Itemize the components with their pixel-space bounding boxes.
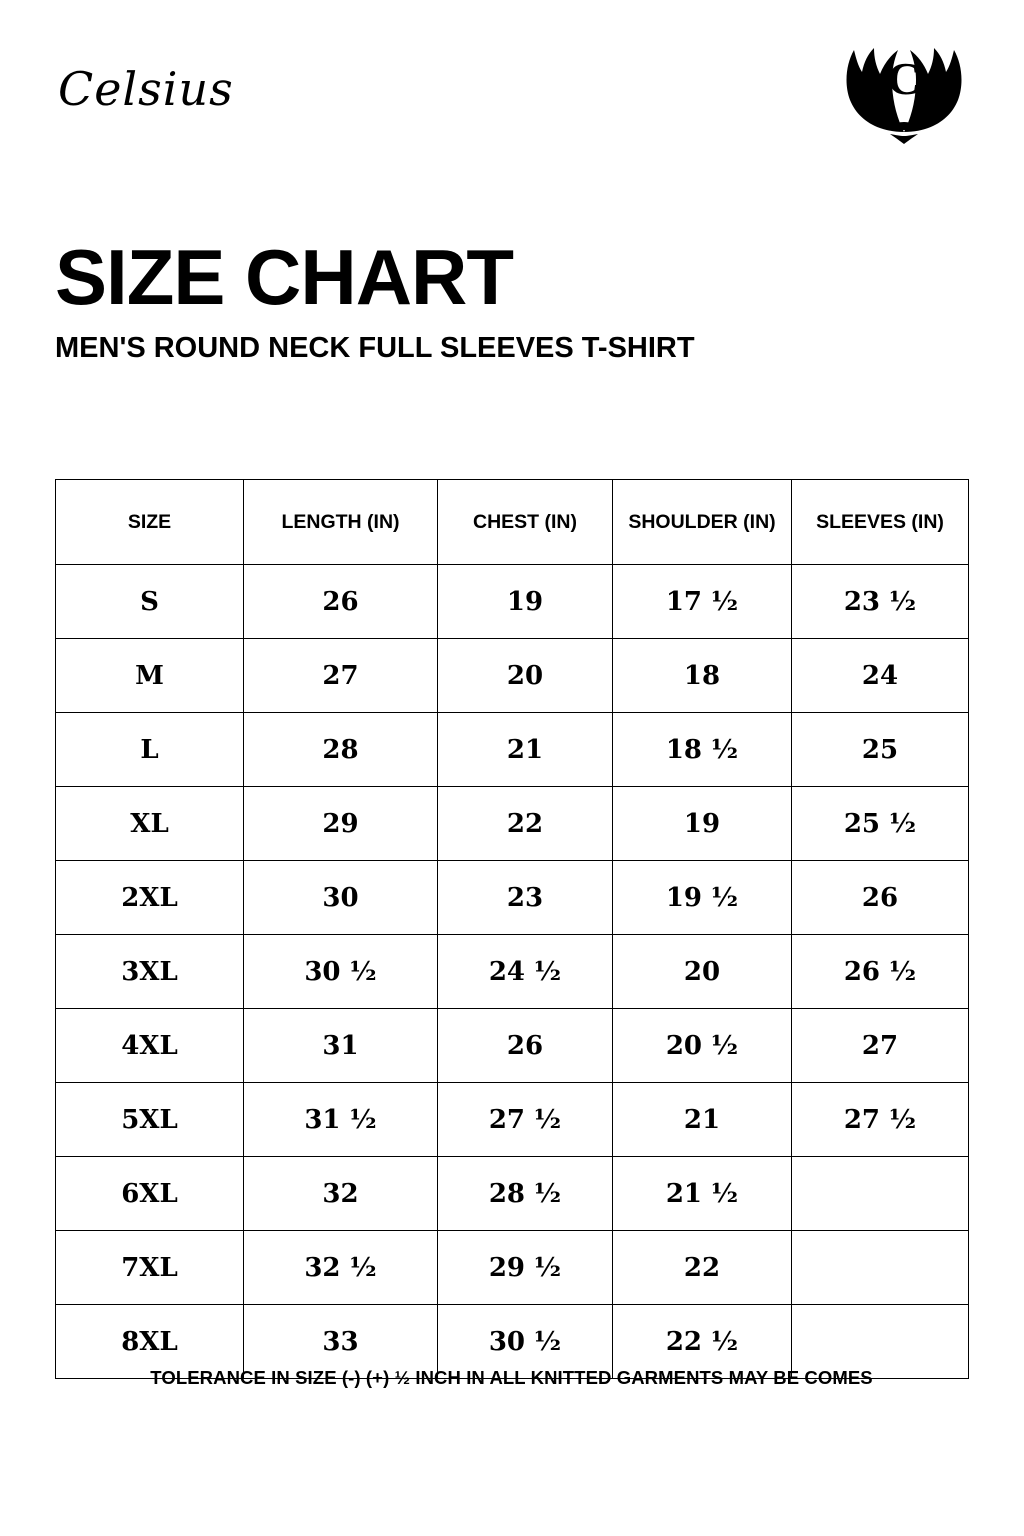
document-header bbox=[0, 0, 1024, 190]
cell-length: 31 bbox=[244, 1009, 438, 1083]
title-block bbox=[55, 233, 975, 365]
column-header-length: LENGTH (IN) bbox=[244, 480, 438, 565]
cell-length: 30 bbox=[244, 861, 438, 935]
cell-chest: 23 bbox=[438, 861, 613, 935]
cell-length: 29 bbox=[244, 787, 438, 861]
cell-length: 32 ½ bbox=[244, 1231, 438, 1305]
cell-chest: 19 bbox=[438, 565, 613, 639]
column-header-shoulder: SHOULDER (IN) bbox=[613, 480, 792, 565]
cell-size: XL bbox=[56, 787, 244, 861]
cell-size: 5XL bbox=[56, 1083, 244, 1157]
cell-chest: 27 ½ bbox=[438, 1083, 613, 1157]
celsius-laurel-logo-icon bbox=[834, 28, 974, 148]
table-row bbox=[56, 713, 969, 787]
column-header-sleeves: SLEEVES (IN) bbox=[792, 480, 969, 565]
table-row bbox=[56, 1009, 969, 1083]
table-row bbox=[56, 1231, 969, 1305]
table-row bbox=[56, 1157, 969, 1231]
cell-chest: 30 ½ bbox=[438, 1305, 613, 1379]
cell-length: 28 bbox=[244, 713, 438, 787]
cell-sleeves: 25 ½ bbox=[792, 787, 969, 861]
cell-chest: 26 bbox=[438, 1009, 613, 1083]
cell-sleeves: 27 ½ bbox=[792, 1083, 969, 1157]
cell-sleeves: 25 bbox=[792, 713, 969, 787]
cell-sleeves: 26 bbox=[792, 861, 969, 935]
size-table-container bbox=[55, 479, 968, 1379]
page-title: SIZE CHART bbox=[55, 233, 513, 321]
size-table bbox=[55, 479, 969, 1379]
cell-shoulder: 18 bbox=[613, 639, 792, 713]
table-row bbox=[56, 935, 969, 1009]
page-subtitle: MEN'S ROUND NECK FULL SLEEVES T-SHIRT bbox=[55, 332, 695, 365]
column-header-chest: CHEST (IN) bbox=[438, 480, 613, 565]
cell-shoulder: 22 bbox=[613, 1231, 792, 1305]
cell-shoulder: 21 ½ bbox=[613, 1157, 792, 1231]
cell-shoulder: 17 ½ bbox=[613, 565, 792, 639]
cell-sleeves bbox=[792, 1231, 969, 1305]
cell-sleeves: 24 bbox=[792, 639, 969, 713]
cell-size: S bbox=[56, 565, 244, 639]
cell-chest: 28 ½ bbox=[438, 1157, 613, 1231]
table-body bbox=[56, 565, 969, 1379]
cell-size: 2XL bbox=[56, 861, 244, 935]
cell-shoulder: 20 ½ bbox=[613, 1009, 792, 1083]
cell-size: M bbox=[56, 639, 244, 713]
cell-length: 31 ½ bbox=[244, 1083, 438, 1157]
cell-shoulder: 19 ½ bbox=[613, 861, 792, 935]
cell-size: 7XL bbox=[56, 1231, 244, 1305]
cell-length: 26 bbox=[244, 565, 438, 639]
cell-sleeves bbox=[792, 1157, 969, 1231]
table-row bbox=[56, 861, 969, 935]
table-header-row-group bbox=[56, 480, 969, 565]
table-row bbox=[56, 565, 969, 639]
cell-length: 32 bbox=[244, 1157, 438, 1231]
cell-chest: 20 bbox=[438, 639, 613, 713]
cell-chest: 29 ½ bbox=[438, 1231, 613, 1305]
cell-size: 4XL bbox=[56, 1009, 244, 1083]
brand-wordmark: Celsius bbox=[58, 62, 234, 116]
cell-size: L bbox=[56, 713, 244, 787]
cell-length: 27 bbox=[244, 639, 438, 713]
cell-sleeves: 23 ½ bbox=[792, 565, 969, 639]
cell-shoulder: 19 bbox=[613, 787, 792, 861]
cell-size: 3XL bbox=[56, 935, 244, 1009]
cell-shoulder: 20 bbox=[613, 935, 792, 1009]
cell-size: 6XL bbox=[56, 1157, 244, 1231]
cell-size: 8XL bbox=[56, 1305, 244, 1379]
cell-shoulder: 21 bbox=[613, 1083, 792, 1157]
svg-text:C: C bbox=[887, 53, 921, 104]
cell-chest: 22 bbox=[438, 787, 613, 861]
column-header-size: SIZE bbox=[56, 480, 244, 565]
cell-sleeves: 27 bbox=[792, 1009, 969, 1083]
tolerance-note: TOLERANCE IN SIZE (-) (+) ½ INCH IN ALL KNITTED GARMENTS MAY BE COMES bbox=[150, 1367, 873, 1388]
cell-chest: 24 ½ bbox=[438, 935, 613, 1009]
cell-length: 30 ½ bbox=[244, 935, 438, 1009]
cell-sleeves: 26 ½ bbox=[792, 935, 969, 1009]
table-row bbox=[56, 787, 969, 861]
table-row bbox=[56, 639, 969, 713]
cell-shoulder: 18 ½ bbox=[613, 713, 792, 787]
cell-length: 33 bbox=[244, 1305, 438, 1379]
cell-shoulder: 22 ½ bbox=[613, 1305, 792, 1379]
table-header-row bbox=[56, 480, 969, 565]
cell-chest: 21 bbox=[438, 713, 613, 787]
table-row bbox=[56, 1083, 969, 1157]
